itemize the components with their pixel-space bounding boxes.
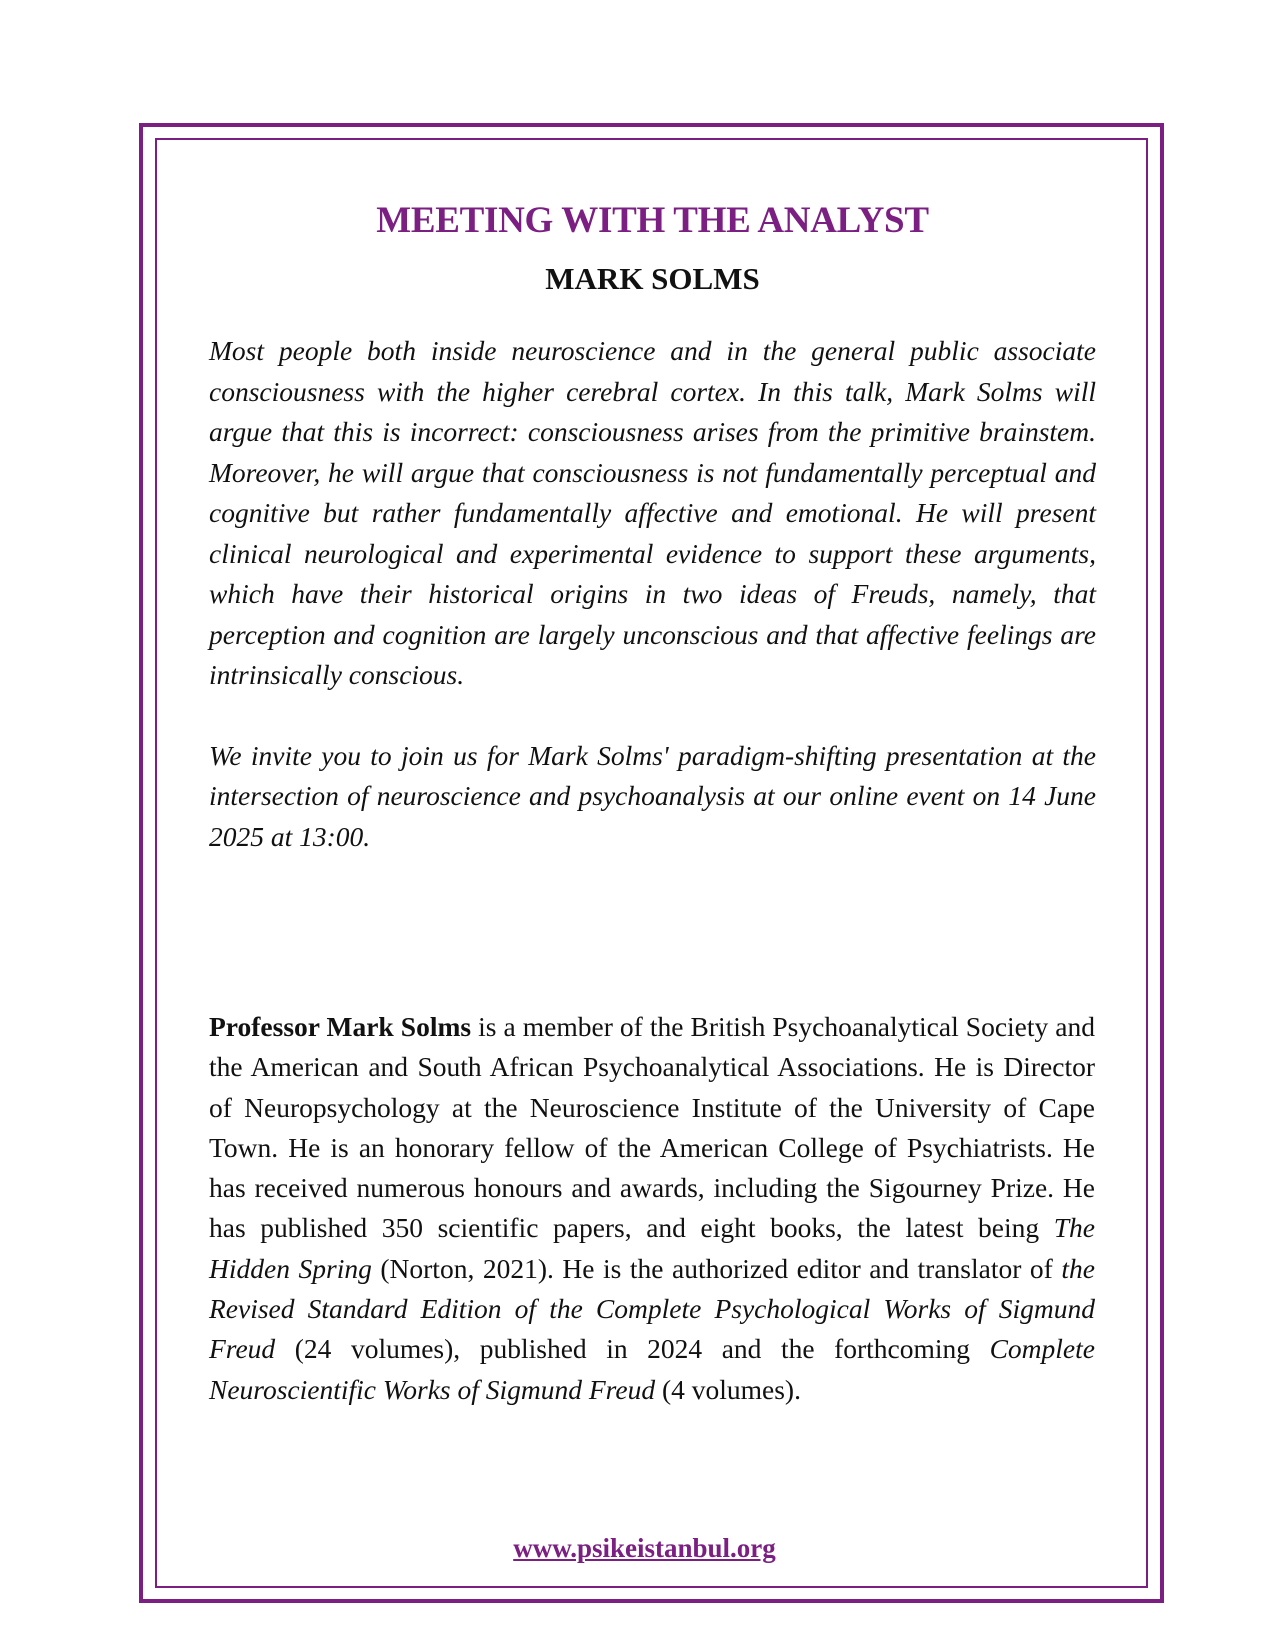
bio-text-3: (24 volumes), published in 2024 and the forthcoming bbox=[275, 1333, 990, 1365]
speaker-bio bbox=[209, 1007, 1095, 1410]
footer bbox=[0, 1530, 1275, 1566]
bio-name: Professor Mark Solms bbox=[209, 1011, 472, 1042]
bio-book-2: the Revised Standard Edition of the Complete Psychological Works of Sigmund Freud bbox=[209, 1252, 1095, 1365]
abstract-paragraph: Most people both inside neuroscience and in the general public associate consciousness with the higher cerebral cortex. In this talk, Mark Solms will argue that this is incorrect: consciousness arises from the primitive brainstem. Moreover, he will argue that consciousness is not fundamentally perceptual and cognitive but rather fundamentally affective and emotional. He will present clinical neurological and experimental evidence to support these arguments, which have their historical origins in two ideas of Freuds, namely, that perception and cognition are largely unconscious and that affective feelings are intrinsically conscious. bbox=[209, 335, 1096, 690]
bio-text-1: is a member of the British Psychoanalytical Society and the American and South African Psychoanalytical Associations. He is Director of Neuropsychology at the Neuroscience Institute of the University of Cape Town. He is an honorary fellow of the American College of Psychiatrists. He has received numerous honours and awards, including the Sigourney Prize. He has published 350 scientific papers, and eight books, the latest being bbox=[209, 1011, 1096, 1244]
bio-book-3: Complete Neuroscientific Works of Sigmund Freud bbox=[209, 1333, 1095, 1405]
page-title: MEETING WITH THE ANALYST bbox=[376, 200, 929, 241]
invitation-paragraph: We invite you to join us for Mark Solms' paradigm-shifting presentation at the intersection of neuroscience and psychoanalysis at our online event on 14 June 2025 at 13:00. bbox=[209, 739, 1096, 852]
main-content bbox=[209, 195, 1096, 857]
website-link[interactable]: www.psikeistanbul.org bbox=[513, 1533, 776, 1563]
bio-text-4: (4 volumes). bbox=[655, 1373, 801, 1405]
bio-book-1: The Hidden Spring bbox=[209, 1212, 1095, 1284]
bio-text-2: (Norton, 2021). He is the authorized editor and translator of bbox=[371, 1252, 1062, 1284]
speaker-name: MARK SOLMS bbox=[545, 261, 760, 296]
